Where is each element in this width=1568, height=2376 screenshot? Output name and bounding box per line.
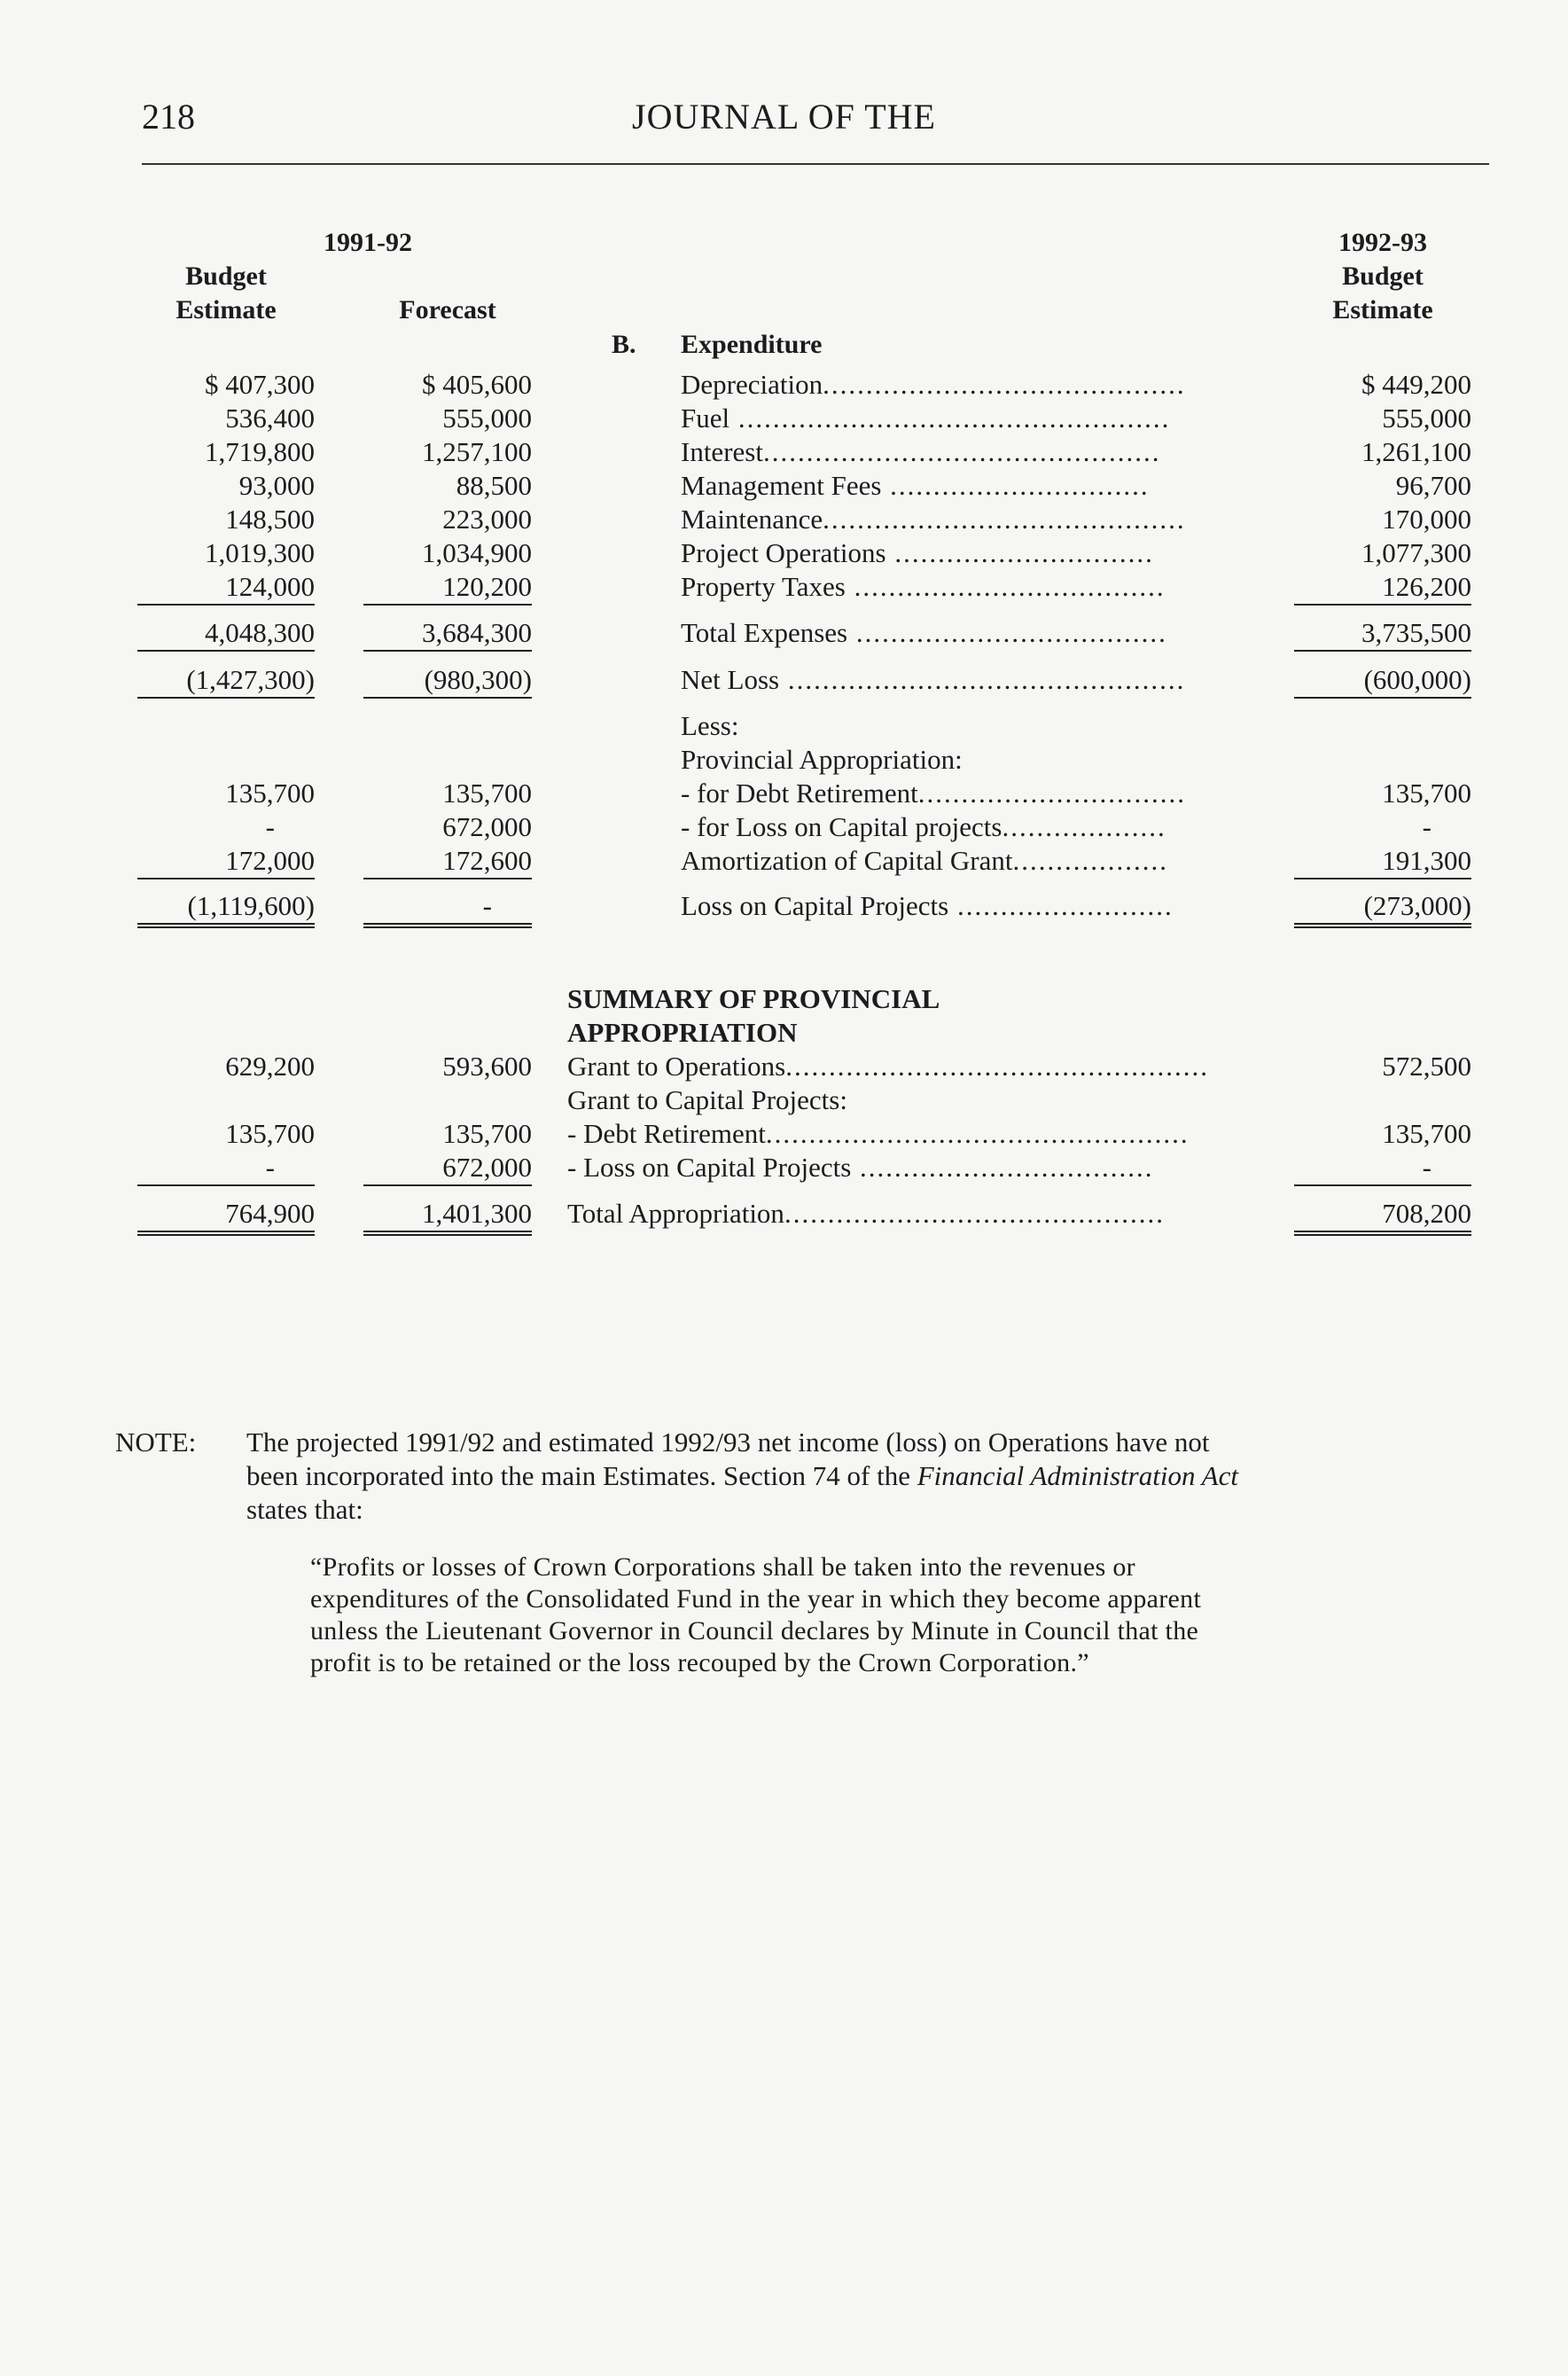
project-operations-b: 1,034,900 [422,537,532,568]
quote-line-1: “Profits or losses of Crown Corporations shall be taken into the revenues or [310,1552,1135,1582]
property-taxes-a: 124,000 [137,570,315,606]
summary-debt-c: 135,700 [1382,1118,1471,1149]
grant-ops-label: Grant to Operations................................................. [567,1051,1209,1082]
total-expenses-label: Total Expenses .................................... [681,617,1167,648]
loss-on-capital-b: - [363,889,532,928]
expenditure-heading: Expenditure [681,330,823,359]
net-loss-a: (1,427,300) [137,663,315,699]
note-line-3: states that: [246,1494,363,1525]
total-appropriation-b: 1,401,300 [363,1197,532,1236]
loss-on-capital-label: Loss on Capital Projects ......................... [681,890,1174,921]
interest-label: Interest.............................................. [681,436,1161,467]
note-line-2: been incorporated into the main Estimates. Section 74 of the Financial Administration Act [246,1460,1238,1491]
summary-loss-b: 672,000 [363,1151,532,1186]
interest-b: 1,257,100 [422,436,532,467]
project-operations-a: 1,019,300 [205,537,315,568]
net-loss-c: (600,000) [1294,663,1471,699]
property-taxes-label: Property Taxes .................................... [681,571,1166,602]
summary-loss-a: - [137,1151,315,1186]
section-letter: B. [612,330,636,359]
quote-line-3: unless the Lieutenant Governor in Council declares by Minute in Council that the [310,1616,1199,1645]
project-operations-label: Project Operations .............................. [681,537,1154,568]
estimate-right-header: Estimate [1332,295,1433,324]
total-appropriation-a: 764,900 [137,1197,315,1236]
amortization-b: 172,600 [363,844,532,879]
depreciation-c: $ 449,200 [1361,369,1471,400]
maintenance-label: Maintenance.......................................... [681,504,1186,535]
page-number: 218 [142,97,195,137]
note-label: NOTE: [115,1426,197,1458]
act-title: Financial Administration Act [917,1460,1238,1491]
total-appropriation-label: Total Appropriation............................................ [567,1198,1165,1229]
budget-left-header: Budget [185,262,267,291]
amortization-c: 191,300 [1294,844,1471,879]
less-label: Less: [681,710,739,741]
amortization-a: 172,000 [137,844,315,879]
amortization-label: Amortization of Capital Grant.................. [681,845,1168,876]
property-taxes-b: 120,200 [363,570,532,606]
summary-heading-1: SUMMARY OF PROVINCIAL [567,983,940,1014]
year-right-header: 1992-93 [1338,228,1427,257]
note-line-1: The projected 1991/92 and estimated 1992/93 net income (loss) on Operations have not [246,1426,1210,1458]
interest-c: 1,261,100 [1361,436,1471,467]
summary-debt-b: 135,700 [442,1118,532,1149]
forecast-header: Forecast [399,295,496,324]
management-fees-label: Management Fees .............................. [681,470,1150,501]
debt-retirement-b: 135,700 [442,778,532,809]
management-fees-a: 93,000 [238,470,315,501]
summary-loss-label: - Loss on Capital Projects .................................. [567,1152,1154,1183]
interest-a: 1,719,800 [205,436,315,467]
budget-right-header: Budget [1342,262,1424,291]
grant-capital-label: Grant to Capital Projects: [567,1084,847,1115]
management-fees-c: 96,700 [1395,470,1471,501]
loss-on-capital-a: (1,119,600) [137,889,315,928]
depreciation-label: Depreciation.......................................... [681,369,1186,400]
debt-retirement-a: 135,700 [225,778,315,809]
debt-retirement-c: 135,700 [1382,778,1471,809]
quote-line-4: profit is to be retained or the loss recouped by the Crown Corporation.” [310,1648,1089,1677]
summary-debt-label: - Debt Retirement................................................. [567,1118,1190,1149]
management-fees-b: 88,500 [456,470,532,501]
total-appropriation-c: 708,200 [1294,1197,1471,1236]
journal-title: JOURNAL OF THE [632,97,936,137]
property-taxes-c: 126,200 [1294,570,1471,606]
loss-capital-projects-label: - for Loss on Capital projects................... [681,811,1166,842]
total-expenses-b: 3,684,300 [363,616,532,652]
project-operations-c: 1,077,300 [1361,537,1471,568]
debt-retirement-label: - for Debt Retirement............................... [681,778,1186,809]
total-expenses-c: 3,735,500 [1294,616,1471,652]
maintenance-b: 223,000 [442,504,532,535]
summary-heading-2: APPROPRIATION [567,1017,798,1048]
fuel-a: 536,400 [225,403,315,434]
grant-ops-a: 629,200 [225,1051,315,1082]
total-expenses-a: 4,048,300 [137,616,315,652]
quote-line-2: expenditures of the Consolidated Fund in the year in which they become apparent [310,1584,1202,1614]
summary-debt-a: 135,700 [225,1118,315,1149]
loss-on-capital-c: (273,000) [1294,889,1471,928]
depreciation-b: $ 405,600 [422,369,532,400]
fuel-b: 555,000 [442,403,532,434]
net-loss-b: (980,300) [363,663,532,699]
summary-loss-c: - [1294,1151,1471,1186]
year-left-header: 1991-92 [324,228,412,257]
loss-capital-projects-b: 672,000 [442,811,532,842]
fuel-label: Fuel .................................................. [681,403,1171,434]
provincial-appropriation-label: Provincial Appropriation: [681,744,963,775]
depreciation-a: $ 407,300 [205,369,315,400]
grant-ops-b: 593,600 [442,1051,532,1082]
loss-capital-projects-a: - [265,811,275,842]
maintenance-a: 148,500 [225,504,315,535]
grant-ops-c: 572,500 [1382,1051,1471,1082]
header-rule [142,163,1489,165]
fuel-c: 555,000 [1382,403,1471,434]
estimate-left-header: Estimate [176,295,277,324]
net-loss-label: Net Loss .............................................. [681,664,1186,695]
maintenance-c: 170,000 [1382,504,1471,535]
loss-capital-projects-c: - [1422,811,1431,842]
